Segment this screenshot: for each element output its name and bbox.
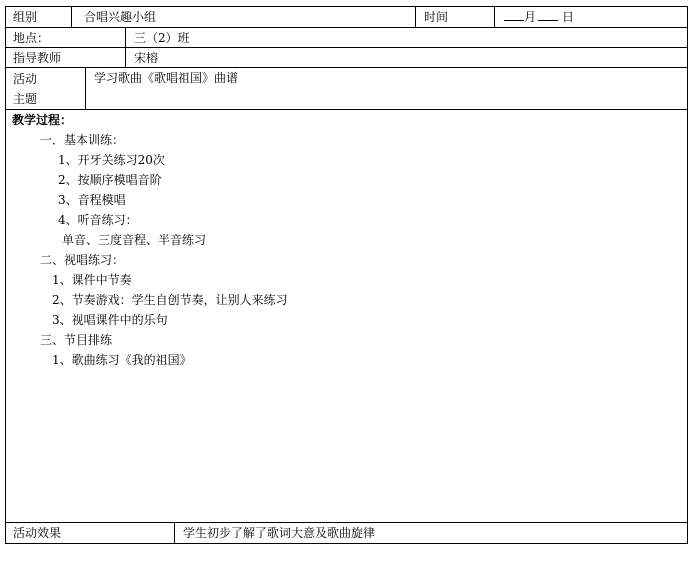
process-line: 1、歌曲练习《我的祖国》	[52, 353, 192, 367]
location-value: 三（2）班	[134, 31, 190, 45]
process-line: 1、开牙关练习20次	[58, 153, 165, 167]
process-line: 三、节目排练	[40, 333, 113, 347]
process-line: 3、视唱课件中的乐句	[52, 313, 168, 327]
day-blank	[538, 8, 558, 21]
location-label: 地点：	[13, 31, 50, 45]
topic-label-line1: 活动	[13, 72, 38, 86]
process-line: 单音、三度音程、半音练习	[62, 233, 207, 247]
effect-value: 学生初步了解了歌词大意及歌曲旋律	[183, 526, 376, 540]
process-line: 2、节奏游戏：学生自创节奏，让别人来练习	[52, 293, 288, 307]
time-value	[496, 7, 686, 27]
topic-value: 学习歌曲《歌唱祖国》曲谱	[94, 71, 239, 85]
effect-label: 活动效果	[13, 526, 62, 540]
teacher-label: 指导教师	[13, 51, 62, 65]
time-label: 时间	[424, 10, 449, 24]
process-line: 4、听音练习：	[58, 213, 138, 227]
day-label: 日	[562, 10, 575, 24]
col-divider-group	[71, 6, 72, 28]
group-value: 合唱兴趣小组	[84, 10, 157, 24]
teacher-value: 宋榕	[134, 51, 159, 65]
process-line: 1、课件中节奏	[52, 273, 132, 287]
process-line: 2、按顺序模唱音阶	[58, 173, 162, 187]
topic-label-line2: 主题	[13, 92, 38, 106]
table-border-right	[687, 6, 688, 544]
process-line: 3、音程模唱	[58, 193, 126, 207]
month-blank	[504, 8, 524, 21]
month-label: 月	[524, 10, 537, 24]
group-label: 组别	[13, 10, 38, 24]
table-border-bottom	[5, 543, 688, 544]
col-divider-time-right	[494, 6, 495, 28]
process-title: 教学过程：	[12, 113, 73, 127]
row-divider-4	[5, 109, 688, 110]
process-line: 二、视唱练习：	[40, 253, 125, 267]
process-line: 一．基本训练：	[40, 133, 125, 147]
